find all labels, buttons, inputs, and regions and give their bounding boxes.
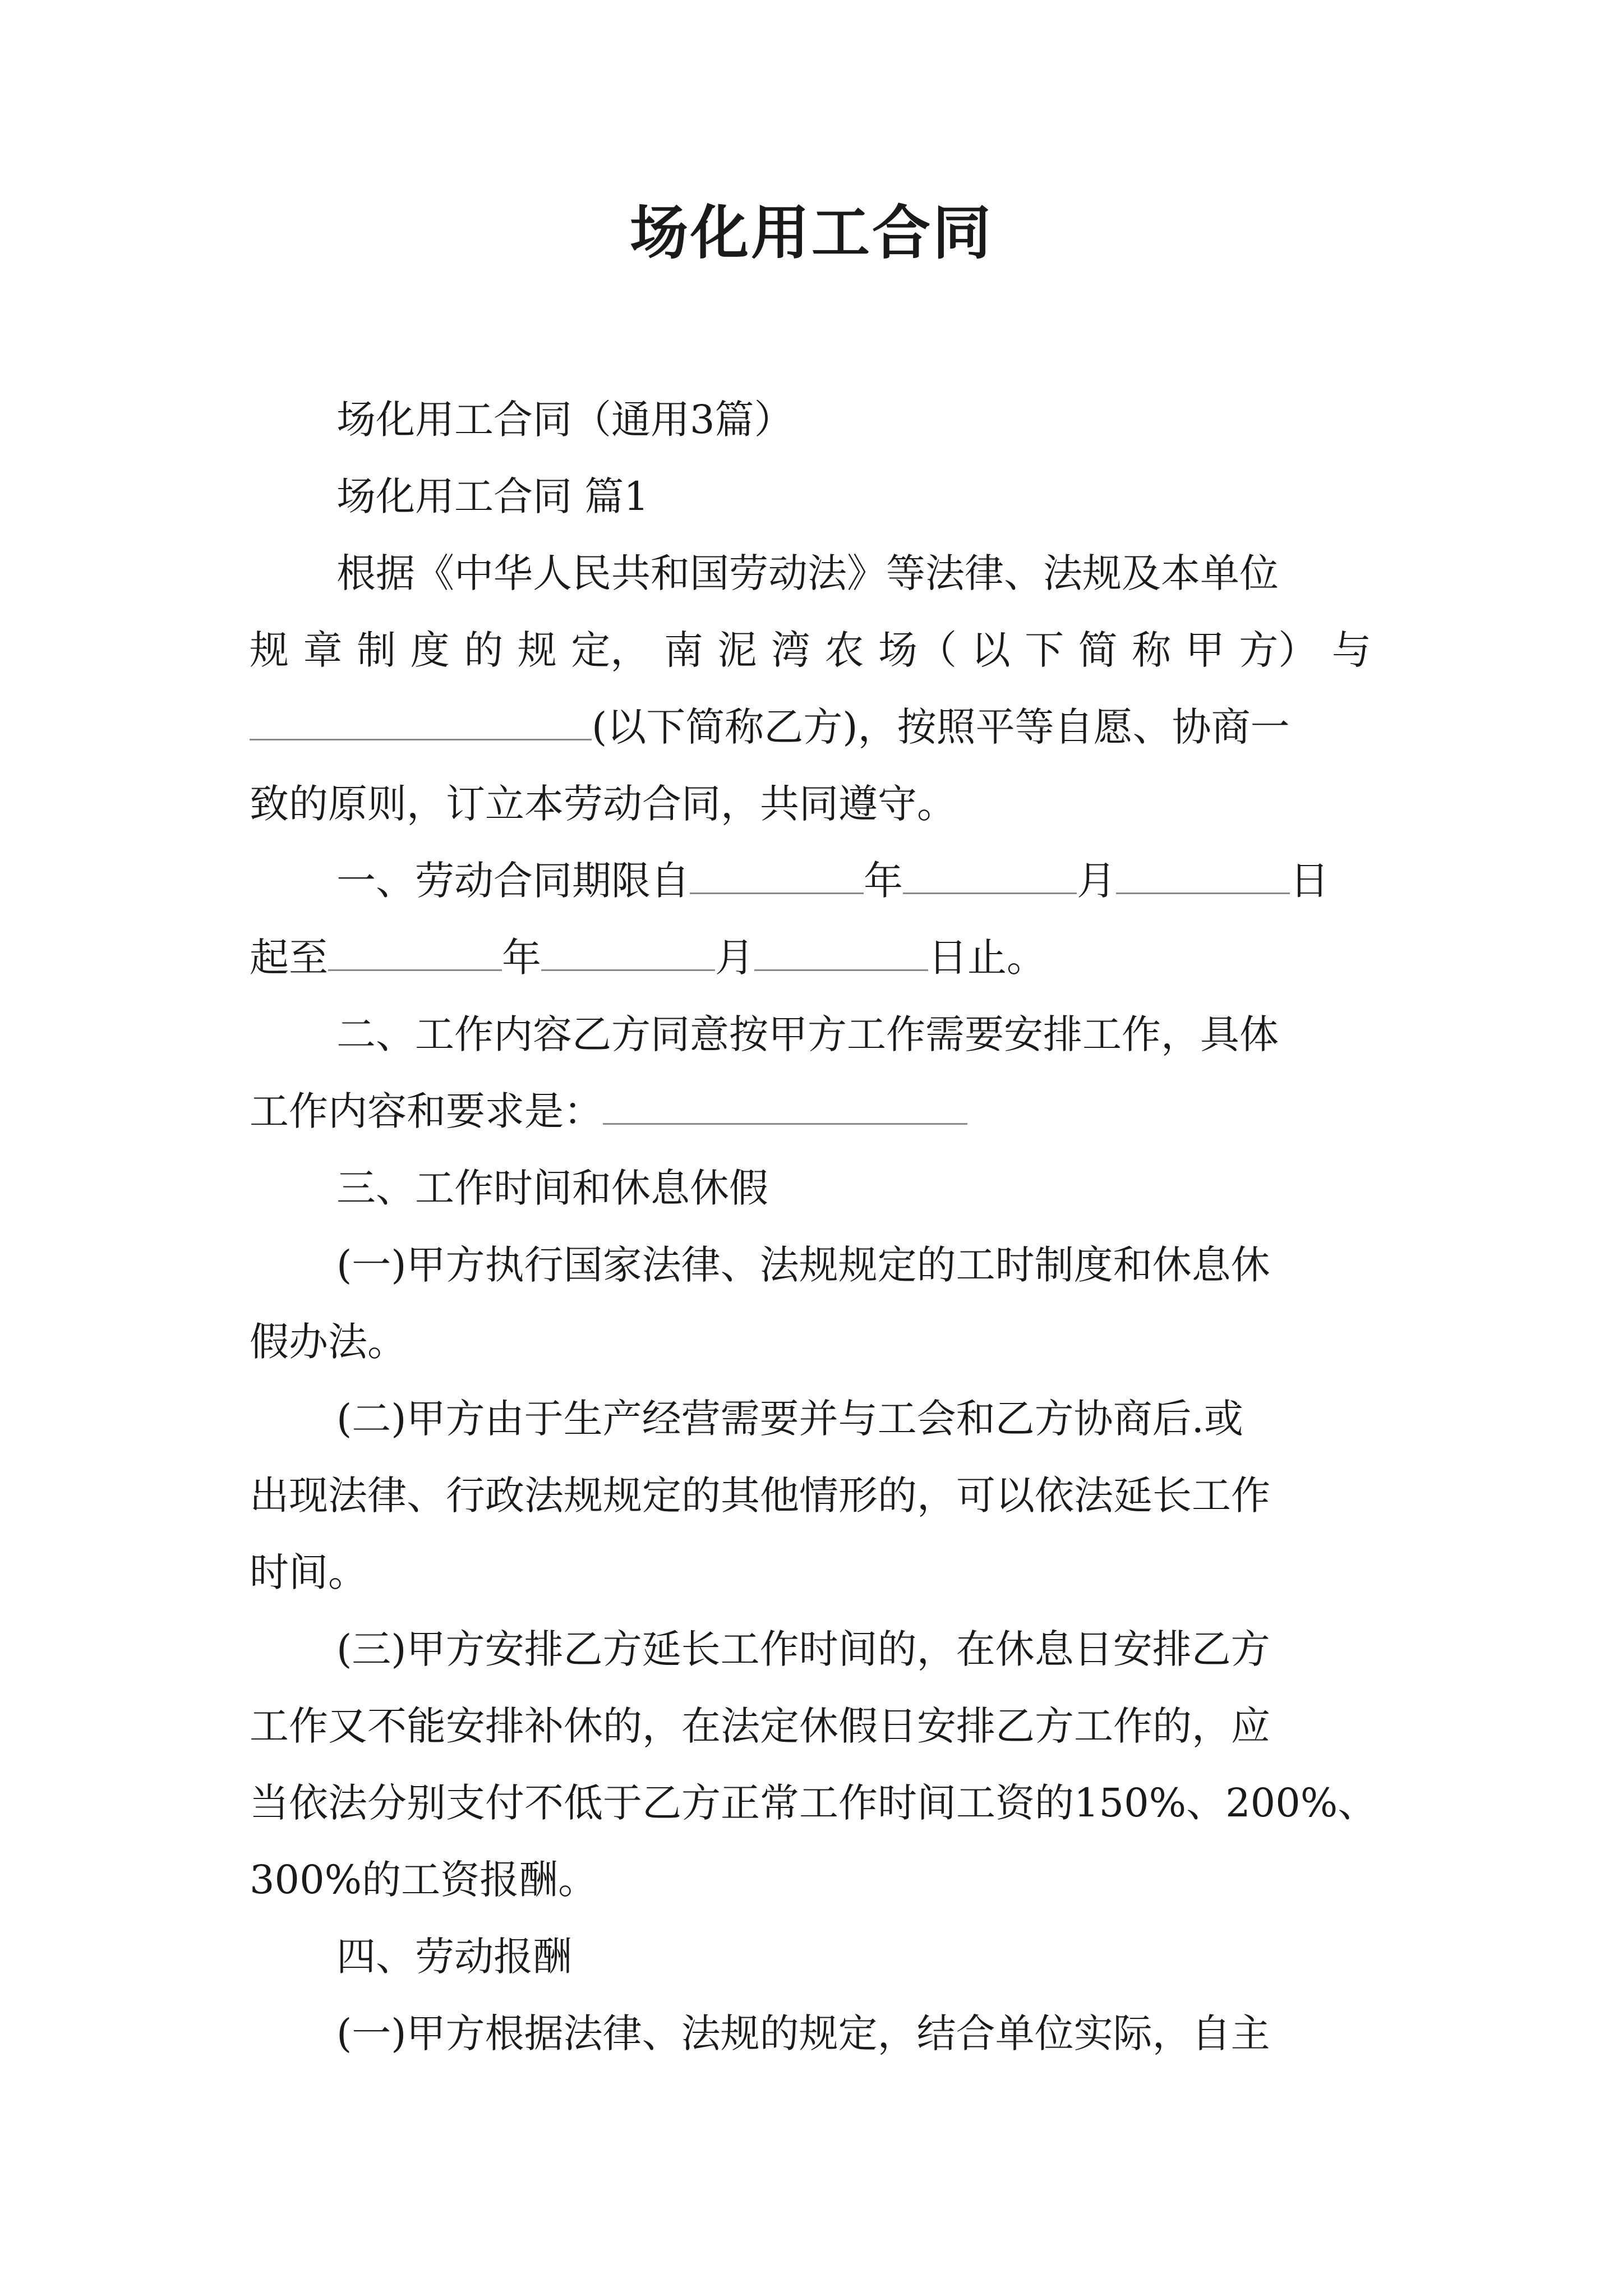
intro-line-2-char: 下 xyxy=(1025,627,1064,673)
term-end-label: 起至 xyxy=(250,935,328,981)
intro-line-2-char: 方） xyxy=(1239,627,1318,673)
intro-line-2-char: 称 xyxy=(1132,627,1172,673)
intro-line-2-char: 南 xyxy=(663,627,703,673)
pay-p1-line-1: (一)甲方根据法律、法规的规定，结合单位实际，自主 xyxy=(336,2010,1270,2056)
document-title: 场化用工合同 xyxy=(629,199,993,267)
hours-p1-line-1: (一)甲方执行国家法律、法规规定的工时制度和休息休 xyxy=(336,1242,1270,1288)
intro-line-2-char: 简 xyxy=(1078,627,1118,673)
work-requirements-blank xyxy=(603,1092,967,1125)
hours-p3-line-2: 工作又不能安排补休的，在法定休假日安排乙方工作的，应 xyxy=(250,1703,1270,1749)
intro-line-2-char: 泥 xyxy=(717,627,757,673)
document-body xyxy=(250,381,1382,2072)
work-line-2 xyxy=(250,1073,1382,1150)
intro-line-2-char: 章 xyxy=(303,627,343,673)
contract-subtitle: 场化用工合同（通用3篇） xyxy=(336,397,794,443)
intro-line-2 xyxy=(250,612,1371,689)
term-line-1 xyxy=(250,843,1382,919)
hours-p3-line-1: (三)甲方安排乙方延长工作时间的，在休息日安排乙方 xyxy=(336,1626,1270,1672)
start-month-blank xyxy=(903,861,1077,894)
day-label: 日 xyxy=(1290,858,1329,904)
hours-p2-line-2: 出现法律、行政法规规定的其他情形的，可以依法延长工作 xyxy=(250,1473,1270,1519)
end-day-blank xyxy=(754,938,928,971)
hours-heading: 三、工作时间和休息休假 xyxy=(336,1165,768,1211)
hours-p3-line-3: 当依法分别支付不低于乙方正常工作时间工资的150%、200%、 xyxy=(250,1780,1377,1826)
year-label: 年 xyxy=(502,935,541,981)
intro-line-2-char: 规 xyxy=(250,627,289,673)
intro-line-2-char: 的 xyxy=(464,627,504,673)
month-label: 月 xyxy=(715,935,754,981)
hours-p2-line-3: 时间。 xyxy=(250,1549,367,1595)
section-heading: 场化用工合同 篇1 xyxy=(336,473,649,519)
hours-p1-line-2: 假办法。 xyxy=(250,1319,407,1365)
term-start-label: 一、劳动合同期限自 xyxy=(336,858,690,904)
intro-line-3-text: (以下简称乙方)，按照平等自愿、协商一 xyxy=(592,704,1290,750)
intro-line-2-char: 与 xyxy=(1331,627,1371,673)
intro-line-3 xyxy=(250,689,1382,766)
end-label: 日止。 xyxy=(928,935,1046,981)
intro-line-2-char: 以 xyxy=(971,627,1011,673)
pay-heading: 四、劳动报酬 xyxy=(336,1934,572,1980)
work-requirements-label: 工作内容和要求是： xyxy=(250,1088,603,1134)
hours-p2-line-1: (二)甲方由于生产经营需要并与工会和乙方协商后.或 xyxy=(336,1396,1243,1442)
intro-line-2-char: 甲 xyxy=(1185,627,1225,673)
start-day-blank xyxy=(1116,861,1290,894)
party-b-name-blank xyxy=(250,707,592,740)
intro-line-2-char: 湾 xyxy=(771,627,810,673)
intro-line-2-char: 制 xyxy=(357,627,396,673)
hours-p3-line-4: 300%的工资报酬。 xyxy=(250,1857,598,1903)
work-line-1: 二、工作内容乙方同意按甲方工作需要安排工作，具体 xyxy=(336,1011,1279,1057)
start-year-blank xyxy=(690,861,864,894)
intro-line-2-char: 场（ xyxy=(878,627,957,673)
intro-line-1: 根据《中华人民共和国劳动法》等法律、法规及本单位 xyxy=(336,550,1279,596)
intro-line-2-char: 农 xyxy=(824,627,864,673)
intro-line-2-char: 规 xyxy=(517,627,557,673)
end-year-blank xyxy=(328,938,502,971)
term-line-2 xyxy=(250,919,1382,996)
month-label: 月 xyxy=(1077,858,1116,904)
intro-line-4: 致的原则，订立本劳动合同，共同遵守。 xyxy=(250,781,956,827)
intro-line-2-char: 定， xyxy=(571,627,650,673)
year-label: 年 xyxy=(864,858,903,904)
intro-line-2-char: 度 xyxy=(410,627,450,673)
end-month-blank xyxy=(541,938,715,971)
